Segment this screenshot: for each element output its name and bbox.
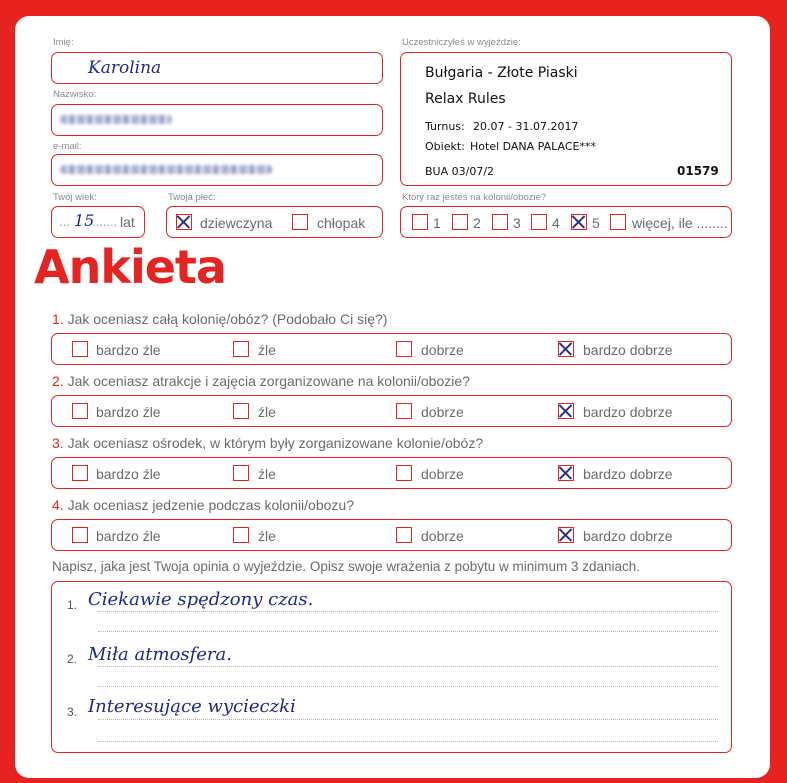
times-1-label: 1 [433, 215, 441, 231]
opinion-3-text: Interesujące wycieczki [88, 696, 296, 717]
q4-option-dobrze-checkbox[interactable] [396, 527, 412, 543]
gender-female-label: dziewczyna [200, 215, 273, 231]
question-3-text: Jak oceniasz ośrodek, w którym były zorganizowane kolonie/obóz? [67, 435, 484, 451]
opinion-line-2b [98, 686, 718, 687]
q1-option-dobrze-label: dobrze [421, 342, 464, 358]
times-4-label: 4 [552, 215, 560, 231]
email-label: e-mail: [53, 141, 82, 152]
times-5-checkbox[interactable] [571, 214, 587, 230]
q3-option-dobrze-label: dobrze [421, 466, 464, 482]
surname-field[interactable] [51, 104, 383, 136]
q2-option-bardzo-dobrze-checkbox[interactable] [558, 403, 574, 419]
opinion-3-number: 3. [67, 705, 78, 719]
q3-option-zle-checkbox[interactable] [233, 465, 249, 481]
trip-number: 01579 [677, 164, 719, 178]
opinion-2-text: Miła atmosfera. [88, 644, 232, 665]
question-4-number: 4. [52, 497, 64, 513]
times-3-label: 3 [513, 215, 521, 231]
q4-option-bardzo-zle-checkbox[interactable] [72, 527, 88, 543]
q4-option-zle-label: źle [258, 528, 276, 544]
trip-object-label: Obiekt: [425, 140, 465, 153]
q4-option-dobrze-label: dobrze [421, 528, 464, 544]
times-2-checkbox[interactable] [452, 214, 468, 230]
times-label: Który raz jesteś na kolonii/obozie? [402, 192, 547, 203]
question-2-number: 2. [52, 373, 64, 389]
name-field[interactable] [51, 52, 383, 84]
survey-title: Ankieta [34, 240, 226, 294]
times-3-checkbox[interactable] [492, 214, 508, 230]
trip-term: 20.07 - 31.07.2017 [473, 120, 579, 133]
question-1-text: Jak oceniasz całą kolonię/obóz? (Podobało Ci się?) [67, 311, 388, 327]
gender-field [166, 206, 383, 238]
times-field [400, 206, 732, 238]
age-label: Twój wiek: [53, 192, 97, 203]
question-4 [52, 497, 354, 513]
gender-male-checkbox[interactable] [292, 214, 308, 230]
question-2-answers [51, 395, 732, 427]
question-2 [52, 373, 470, 389]
times-2-label: 2 [473, 215, 481, 231]
opinion-1-text: Ciekawie spędzony czas. [88, 589, 314, 610]
q1-option-zle-label: źle [258, 342, 276, 358]
question-4-answers [51, 519, 732, 551]
age-dots-before: ... [59, 214, 70, 229]
times-4-checkbox[interactable] [531, 214, 547, 230]
q1-option-bardzo-dobrze-label: bardzo dobrze [583, 342, 673, 358]
q1-option-zle-checkbox[interactable] [233, 341, 249, 357]
email-redacted [60, 165, 272, 174]
q4-option-zle-checkbox[interactable] [233, 527, 249, 543]
question-1-number: 1. [52, 311, 64, 327]
q2-option-bardzo-zle-label: bardzo źle [96, 404, 161, 420]
name-value: Karolina [88, 58, 162, 78]
gender-label: Twoja płeć: [168, 192, 216, 203]
surname-redacted [60, 115, 172, 124]
name-label: Imię: [53, 37, 74, 48]
q3-option-zle-label: źle [258, 466, 276, 482]
email-field[interactable] [51, 154, 383, 186]
age-dots-after: ....... [92, 214, 118, 229]
trip-destination: Bułgaria - Złote Piaski [425, 65, 578, 81]
q3-option-bardzo-zle-label: bardzo źle [96, 466, 161, 482]
question-1-answers [51, 333, 732, 365]
question-2-text: Jak oceniasz atrakcje i zajęcia zorganizowane na kolonii/obozie? [67, 373, 470, 389]
age-unit: lat [120, 214, 135, 230]
q4-option-bardzo-dobrze-label: bardzo dobrze [583, 528, 673, 544]
trip-object: Hotel DANA PALACE*** [470, 140, 596, 153]
trip-label: Uczestniczyłeś w wyjeździe: [402, 37, 521, 48]
q3-option-bardzo-dobrze-checkbox[interactable] [558, 465, 574, 481]
opinion-line-1 [98, 611, 718, 612]
opinion-line-1b [98, 631, 718, 632]
opinion-line-3b [98, 741, 718, 742]
age-value: 15 [74, 211, 95, 230]
q2-option-zle-label: źle [258, 404, 276, 420]
opinion-2-number: 2. [67, 652, 78, 666]
trip-code: BUA 03/07/2 [425, 165, 495, 178]
q3-option-dobrze-checkbox[interactable] [396, 465, 412, 481]
question-4-text: Jak oceniasz jedzenie podczas kolonii/obozu? [67, 497, 354, 513]
opinion-prompt: Napisz, jaka jest Twoja opinia o wyjeździe. Opisz swoje wrażenia z pobytu w minimum 3 zdaniach. [52, 559, 641, 574]
q4-option-bardzo-zle-label: bardzo źle [96, 528, 161, 544]
q4-option-bardzo-dobrze-checkbox[interactable] [558, 527, 574, 543]
times-more-checkbox[interactable] [610, 214, 626, 230]
q2-option-bardzo-dobrze-label: bardzo dobrze [583, 404, 673, 420]
q3-option-bardzo-dobrze-label: bardzo dobrze [583, 466, 673, 482]
gender-female-checkbox[interactable] [176, 214, 192, 230]
q1-option-bardzo-dobrze-checkbox[interactable] [558, 341, 574, 357]
opinion-line-2 [98, 666, 718, 667]
question-3-number: 3. [52, 435, 64, 451]
times-more-label: więcej, ile ........ [632, 215, 728, 231]
q2-option-dobrze-checkbox[interactable] [396, 403, 412, 419]
times-1-checkbox[interactable] [412, 214, 428, 230]
q1-option-bardzo-zle-checkbox[interactable] [72, 341, 88, 357]
surname-label: Nazwisko: [53, 89, 97, 100]
trip-box [400, 52, 732, 186]
q2-option-dobrze-label: dobrze [421, 404, 464, 420]
q2-option-bardzo-zle-checkbox[interactable] [72, 403, 88, 419]
trip-program: Relax Rules [425, 91, 506, 107]
opinion-1-number: 1. [67, 598, 78, 612]
question-1 [52, 311, 387, 327]
q1-option-dobrze-checkbox[interactable] [396, 341, 412, 357]
trip-term-label: Turnus: [425, 120, 465, 133]
gender-male-label: chłopak [317, 215, 366, 231]
q3-option-bardzo-zle-checkbox[interactable] [72, 465, 88, 481]
question-3 [52, 435, 483, 451]
opinion-line-3 [98, 719, 718, 720]
question-3-answers [51, 457, 732, 489]
q1-option-bardzo-zle-label: bardzo źle [96, 342, 161, 358]
q2-option-zle-checkbox[interactable] [233, 403, 249, 419]
age-field[interactable] [51, 206, 145, 238]
times-5-label: 5 [592, 215, 600, 231]
